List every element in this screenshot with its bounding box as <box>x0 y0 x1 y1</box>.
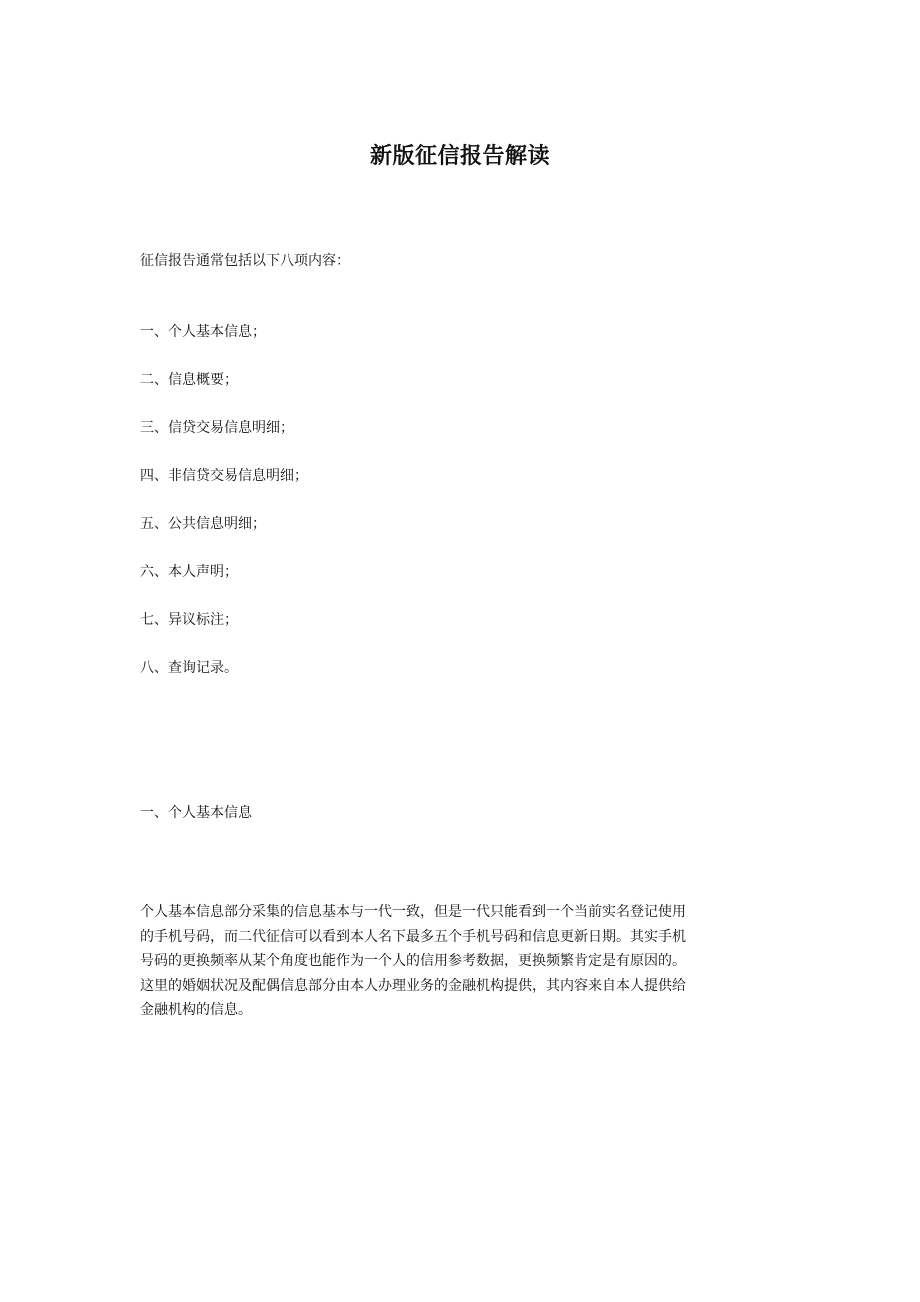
list-item: 三、信贷交易信息明细； <box>140 420 294 436</box>
paragraph-line: 这里的婚姻状况及配偶信息部分由本人办理业务的金融机构提供，其内容来自本人提供给 <box>140 977 686 994</box>
paragraph-line: 号码的更换频率从某个角度也能作为一个人的信用参考数据，更换频繁肯定是有原因的。 <box>140 953 686 969</box>
list-item: 八、查询记录。 <box>140 660 238 676</box>
section-heading: 一、个人基本信息 <box>140 805 252 821</box>
paragraph-line: 的手机号码，而二代征信可以看到本人名下最多五个手机号码和信息更新日期。其实手机 <box>140 928 686 945</box>
list-item: 二、信息概要； <box>140 372 238 388</box>
list-item: 一、个人基本信息； <box>140 324 266 340</box>
list-item: 七、异议标注； <box>140 612 238 628</box>
body-paragraph <box>140 900 780 1023</box>
list-item: 四、非信贷交易信息明细； <box>140 468 308 484</box>
content-list <box>140 322 308 706</box>
paragraph-line: 金融机构的信息。 <box>140 1002 252 1018</box>
document-title: 新版征信报告解读 <box>369 144 550 169</box>
paragraph-line: 个人基本信息部分采集的信息基本与一代一致，但是一代只能看到一个当前实名登记使用 <box>140 904 686 920</box>
list-item: 五、公共信息明细； <box>140 516 266 532</box>
list-item: 六、本人声明； <box>140 564 238 580</box>
intro-text: 征信报告通常包括以下八项内容： <box>140 253 350 269</box>
